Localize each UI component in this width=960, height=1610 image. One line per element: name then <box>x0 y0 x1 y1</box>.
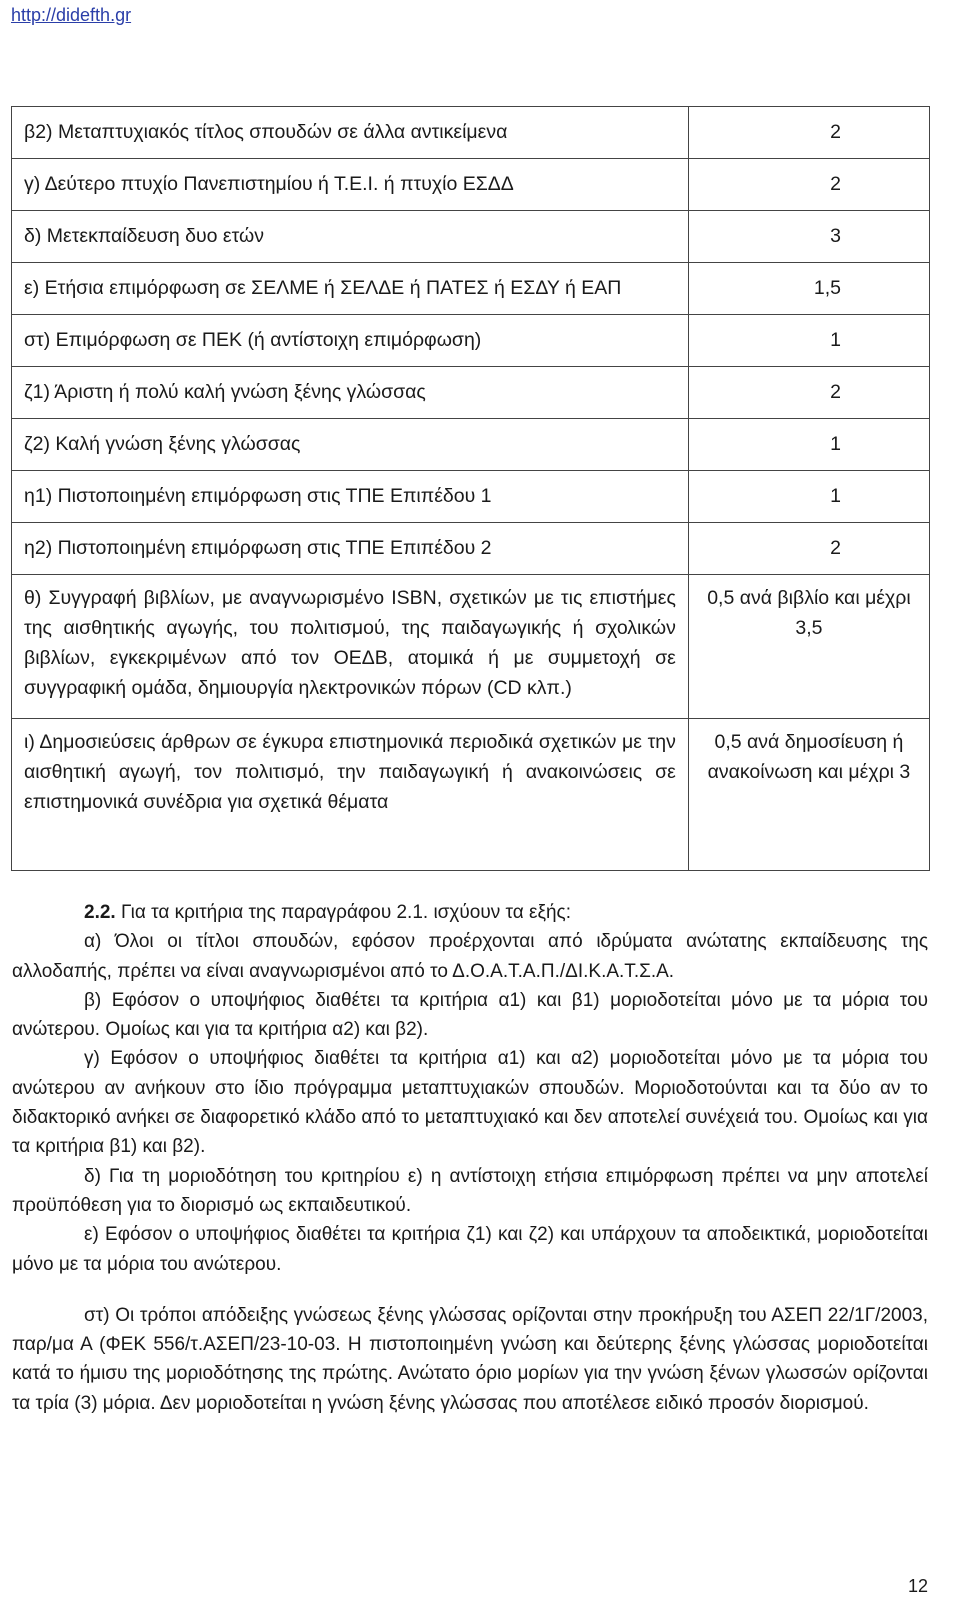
criterion-score: 0,5 ανά βιβλίο και μέχρι 3,5 <box>688 575 929 719</box>
criterion-label: ι) Δημοσιεύσεις άρθρων σε έγκυρα επιστημονικά περιοδικά σχετικών με την αισθητική αγωγή, τον πολιτισμό, την παιδαγωγική ή ανακοινώσεις σε επιστημονικά συνέδρια για σχετικά θέματα <box>12 719 689 871</box>
criterion-label: ζ2) Καλή γνώση ξένης γλώσσας <box>12 419 689 471</box>
criterion-score: 1 <box>688 471 929 523</box>
criterion-label: στ) Επιμόρφωση σε ΠΕΚ (ή αντίστοιχη επιμόρφωση) <box>12 315 689 367</box>
criterion-label: η1) Πιστοποιημένη επιμόρφωση στις ΤΠΕ Επιπέδου 1 <box>12 471 689 523</box>
table-row <box>12 107 930 159</box>
criterion-score: 1 <box>688 315 929 367</box>
criterion-score: 1,5 <box>688 263 929 315</box>
paragraph: α) Όλοι οι τίτλοι σπουδών, εφόσον προέρχονται από ιδρύματα ανώτατης εκπαίδευσης της αλλοδαπής, πρέπει να είναι αναγνωρισμένοι από το Δ.Ο.Α.Τ.Α.Π./ΔΙ.Κ.Α.Τ.Σ.Α. <box>12 931 928 982</box>
criterion-label: ε) Ετήσια επιμόρφωση σε ΣΕΛΜΕ ή ΣΕΛΔΕ ή ΠΑΤΕΣ ή ΕΣΔΥ ή ΕΑΠ <box>12 263 689 315</box>
criterion-label: θ) Συγγραφή βιβλίων, με αναγνωρισμένο ISBN, σχετικών με τις επιστήμες της αισθητικής αγωγής, του πολιτισμού, της παιδαγωγικής ή σχολικών βιβλίων, εγκεκριμένων από τον ΟΕΔΒ, ατομικά ή με συμμετοχή σε συγγραφική ομάδα, δημιουργία ηλεκτρονικών πόρων (CD κλπ.) <box>12 575 689 719</box>
criterion-score: 2 <box>688 159 929 211</box>
section-number: 2.2. <box>84 902 116 923</box>
criterion-label: β2) Μεταπτυχιακός τίτλος σπουδών σε άλλα αντικείμενα <box>12 107 689 159</box>
criterion-score: 3 <box>688 211 929 263</box>
paragraph: στ) Οι τρόποι απόδειξης γνώσεως ξένης γλώσσας ορίζονται στην προκήρυξη του ΑΣΕΠ 22/1Γ/2003, παρ/μα Α (ΦΕΚ 556/τ.ΑΣΕΠ/23-10-03. Η πιστοποιημένη γνώση και δεύτερης ξένης γλώσσας μοριοδοτείται κατά το ήμισυ της μοριοδότησης της πρώτης. Ανώτατο όριο μορίων για την γνώση ξένων γλωσσών ορίζονται τα τρία (3) μόρια. Δεν μοριοδοτείται η γνώση ξένης γλώσσας που αποτέλεσε ειδικό προσόν διορισμού. <box>12 1304 928 1414</box>
table-row <box>12 419 930 471</box>
criterion-score: 0,5 ανά δημοσίευση ή ανακοίνωση και μέχρι 3 <box>688 719 929 871</box>
section-heading <box>12 898 928 927</box>
criterion-score: 2 <box>688 523 929 575</box>
paragraph: γ) Εφόσον ο υποψήφιος διαθέτει τα κριτήρια α1) και α2) μοριοδοτείται μόνο με τα μόρια του ανώτερου αν ανήκουν στο ίδιο πρόγραμμα μεταπτυχιακών σπουδών. Μοριοδοτούνται και τα δύο αν το διδακτορικό ανήκει σε διαφορετικό κλάδο από το μεταπτυχιακό και δεν αποτελεί συνέχειά του. Ομοίως και για τα κριτήρια β1) και β2). <box>12 1048 928 1158</box>
spacer <box>12 1279 928 1301</box>
table-row <box>12 575 930 719</box>
criterion-label: γ) Δεύτερο πτυχίο Πανεπιστημίου ή Τ.Ε.Ι. ή πτυχίο ΕΣΔΔ <box>12 159 689 211</box>
table-row <box>12 367 930 419</box>
criterion-score: 2 <box>688 367 929 419</box>
criterion-label: η2) Πιστοποιημένη επιμόρφωση στις ΤΠΕ Επιπέδου 2 <box>12 523 689 575</box>
table-row <box>12 315 930 367</box>
table-row <box>12 211 930 263</box>
paragraph: ε) Εφόσον ο υποψήφιος διαθέτει τα κριτήρια ζ1) και ζ2) και υπάρχουν τα αποδεικτικά, μοριοδοτείται μόνο με τα μόρια του ανώτερου. <box>12 1224 928 1275</box>
criterion-score: 1 <box>688 419 929 471</box>
criterion-label: ζ1) Άριστη ή πολύ καλή γνώση ξένης γλώσσας <box>12 367 689 419</box>
criteria-table <box>11 106 930 871</box>
paragraph: β) Εφόσον ο υποψήφιος διαθέτει τα κριτήρια α1) και β1) μοριοδοτείται μόνο με τα μόρια του ανώτερου. Ομοίως και για τα κριτήρια α2) και β2). <box>12 989 928 1041</box>
header-link[interactable]: http://didefth.gr <box>11 5 132 25</box>
paragraph: δ) Για τη μοριοδότηση του κριτηρίου ε) η αντίστοιχη ετήσια επιμόρφωση πρέπει να μην αποτελεί προϋπόθεση για το διορισμό ως εκπαιδευτικού. <box>12 1165 928 1216</box>
section-body <box>12 898 928 1418</box>
table-row <box>12 159 930 211</box>
table-row <box>12 263 930 315</box>
table-row <box>12 471 930 523</box>
table-row <box>12 523 930 575</box>
table-row <box>12 719 930 871</box>
page-number: 12 <box>907 1576 928 1596</box>
section-heading-text: Για τα κριτήρια της παραγράφου 2.1. ισχύουν τα εξής: <box>115 902 571 923</box>
criterion-score: 2 <box>688 107 929 159</box>
criterion-label: δ) Μετεκπαίδευση δυο ετών <box>12 211 689 263</box>
